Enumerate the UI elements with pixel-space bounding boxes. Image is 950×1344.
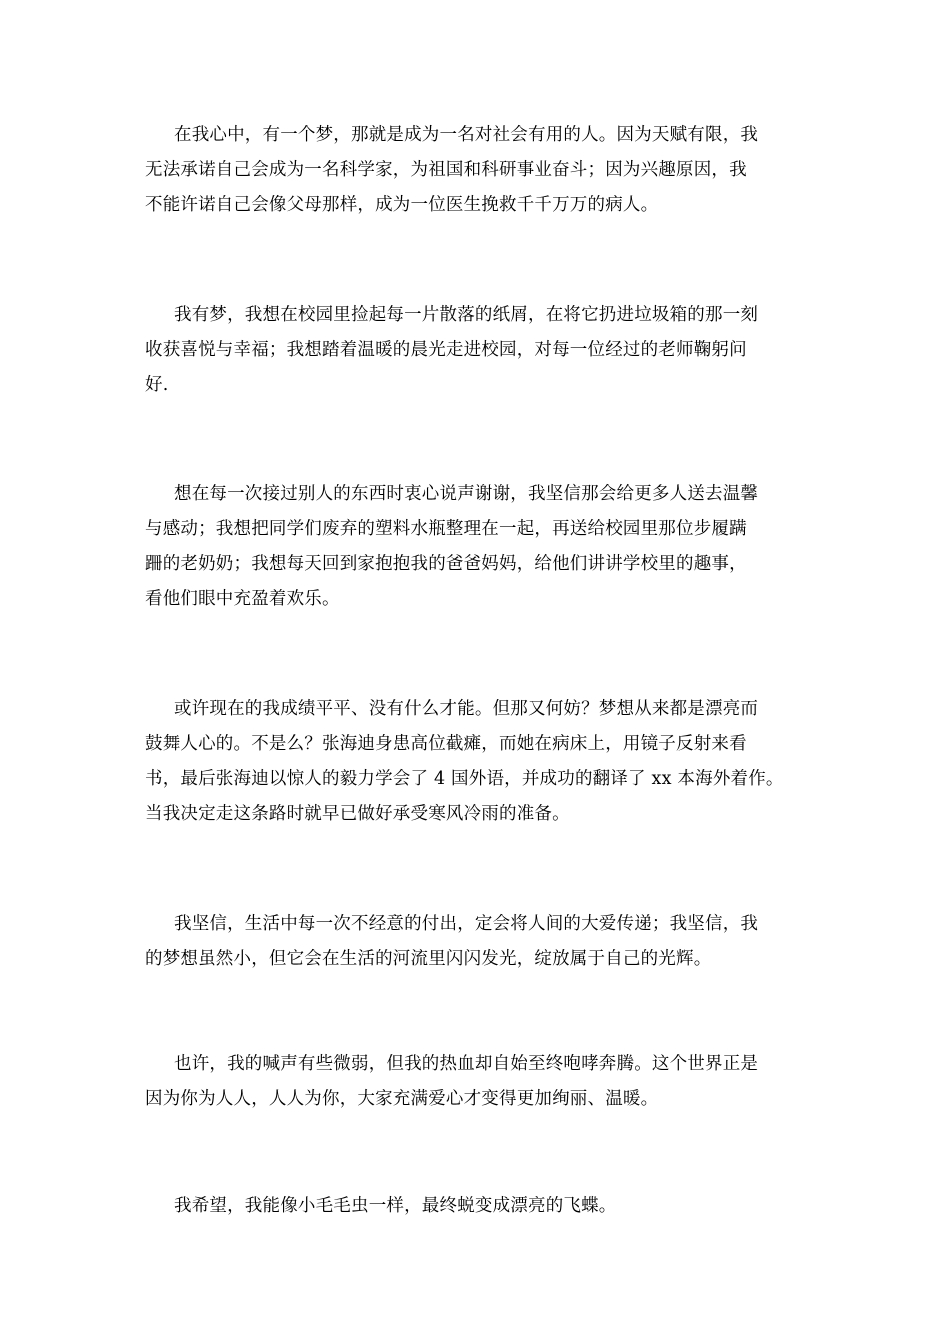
paragraph-2 xyxy=(145,298,810,403)
paragraph-7 xyxy=(145,1189,810,1224)
paragraph-line: 无法承诺自己会成为一名科学家，为祖国和科研事业奋斗；因为兴趣原因，我 xyxy=(145,160,747,180)
paragraph-line: 跚的老奶奶；我想每天回到家抱抱我的爸爸妈妈，给他们讲讲学校里的趣事， xyxy=(145,554,747,574)
paragraph-4 xyxy=(145,692,810,832)
paragraph-line: 不能许诺自己会像父母那样，成为一位医生挽救千千万万的病人。 xyxy=(145,195,659,215)
paragraph-1 xyxy=(145,118,810,223)
paragraph-line: 书，最后张海迪以惊人的毅力学会了 4 国外语，并成功的翻译了 xx 本海外着作。 xyxy=(145,769,784,789)
paragraph-line: 看他们眼中充盈着欢乐。 xyxy=(145,589,340,609)
paragraph-line: 在我心中，有一个梦，那就是成为一名对社会有用的人。因为天赋有限，我 xyxy=(174,125,759,145)
paragraph-line: 鼓舞人心的。不是么？张海迪身患高位截瘫，而她在病床上，用镜子反射来看 xyxy=(145,734,747,754)
paragraph-3 xyxy=(145,477,810,617)
paragraph-line: 当我决定走这条路时就早已做好承受寒风冷雨的准备。 xyxy=(145,804,570,824)
paragraph-line: 我有梦，我想在校园里捡起每一片散落的纸屑，在将它扔进垃圾箱的那一刻 xyxy=(174,305,759,325)
paragraph-line: 的梦想虽然小，但它会在生活的河流里闪闪发光，绽放属于自己的光辉。 xyxy=(145,949,712,969)
paragraph-line: 与感动；我想把同学们废弃的塑料水瓶整理在一起，再送给校园里那位步履蹒 xyxy=(145,519,747,539)
paragraph-line: 也许，我的喊声有些微弱，但我的热血却自始至终咆哮奔腾。这个世界正是 xyxy=(174,1054,759,1074)
paragraph-6 xyxy=(145,1047,810,1117)
paragraph-line: 收获喜悦与幸福；我想踏着温暖的晨光走进校园，对每一位经过的老师鞠躬问 xyxy=(145,340,747,360)
paragraph-line: 我坚信，生活中每一次不经意的付出，定会将人间的大爱传递；我坚信，我 xyxy=(174,914,759,934)
paragraph-5 xyxy=(145,907,810,977)
paragraph-line: 好. xyxy=(145,375,169,395)
paragraph-line: 因为你为人人，人人为你，大家充满爱心才变得更加绚丽、温暖。 xyxy=(145,1089,659,1109)
paragraph-line: 或许现在的我成绩平平、没有什么才能。但那又何妨？梦想从来都是漂亮而 xyxy=(174,699,759,719)
paragraph-line: 我希望，我能像小毛毛虫一样，最终蜕变成漂亮的飞蝶。 xyxy=(174,1196,617,1216)
paragraph-line: 想在每一次接过别人的东西时衷心说声谢谢，我坚信那会给更多人送去温馨 xyxy=(174,484,759,504)
